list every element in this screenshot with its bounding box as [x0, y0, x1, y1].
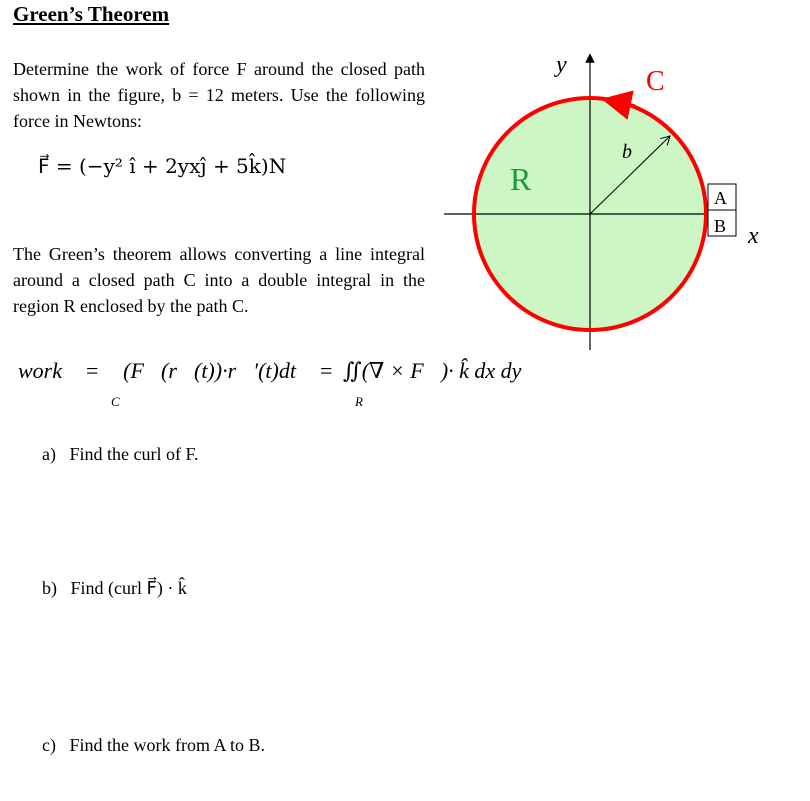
path-label: C	[646, 66, 665, 97]
x-axis-label: x	[748, 223, 759, 249]
page-title: Green’s Theorem	[13, 2, 170, 26]
theorem-statement: The Green’s theorem allows converting a line integral around a closed path C into a double integral in the region R enclosed by the path C.	[13, 244, 425, 316]
region-figure	[430, 40, 810, 370]
double-integral: ∬(∇ × F⃗)· k̂ dx dy	[343, 358, 522, 383]
problem-statement: Determine the work of force F around the closed path shown in the figure, b = 12 meters. Use the following force in Newtons:	[13, 59, 425, 131]
question-a-text: Find the curl of F.	[69, 444, 199, 464]
formula-equals-2: =	[320, 358, 333, 383]
line-integral-subscript: C	[111, 394, 120, 409]
question-c	[42, 735, 265, 756]
formula-equals: =	[86, 358, 99, 383]
question-a-prefix: a)	[42, 444, 56, 464]
point-a-label: A	[714, 188, 727, 208]
force-equation: F⃗ = (−y² î + 2yxĵ + 5k̂)N	[38, 154, 287, 178]
question-c-prefix: c)	[42, 735, 56, 755]
line-integral: ∮(F⃗(r⃗(t))·r⃗′(t)dt	[106, 358, 296, 383]
formula-lhs: work	[18, 358, 62, 383]
question-b-text: Find (curl F⃗) · k̂	[70, 578, 187, 598]
region-label: R	[510, 161, 532, 197]
radius-label: b	[622, 141, 632, 163]
point-b-label: B	[714, 216, 727, 236]
y-axis-label: y	[556, 52, 567, 78]
question-b-prefix: b)	[42, 578, 57, 598]
question-a	[42, 444, 199, 465]
double-integral-subscript: R	[355, 394, 363, 409]
question-b	[42, 578, 187, 599]
question-c-text: Find the work from A to B.	[69, 735, 265, 755]
